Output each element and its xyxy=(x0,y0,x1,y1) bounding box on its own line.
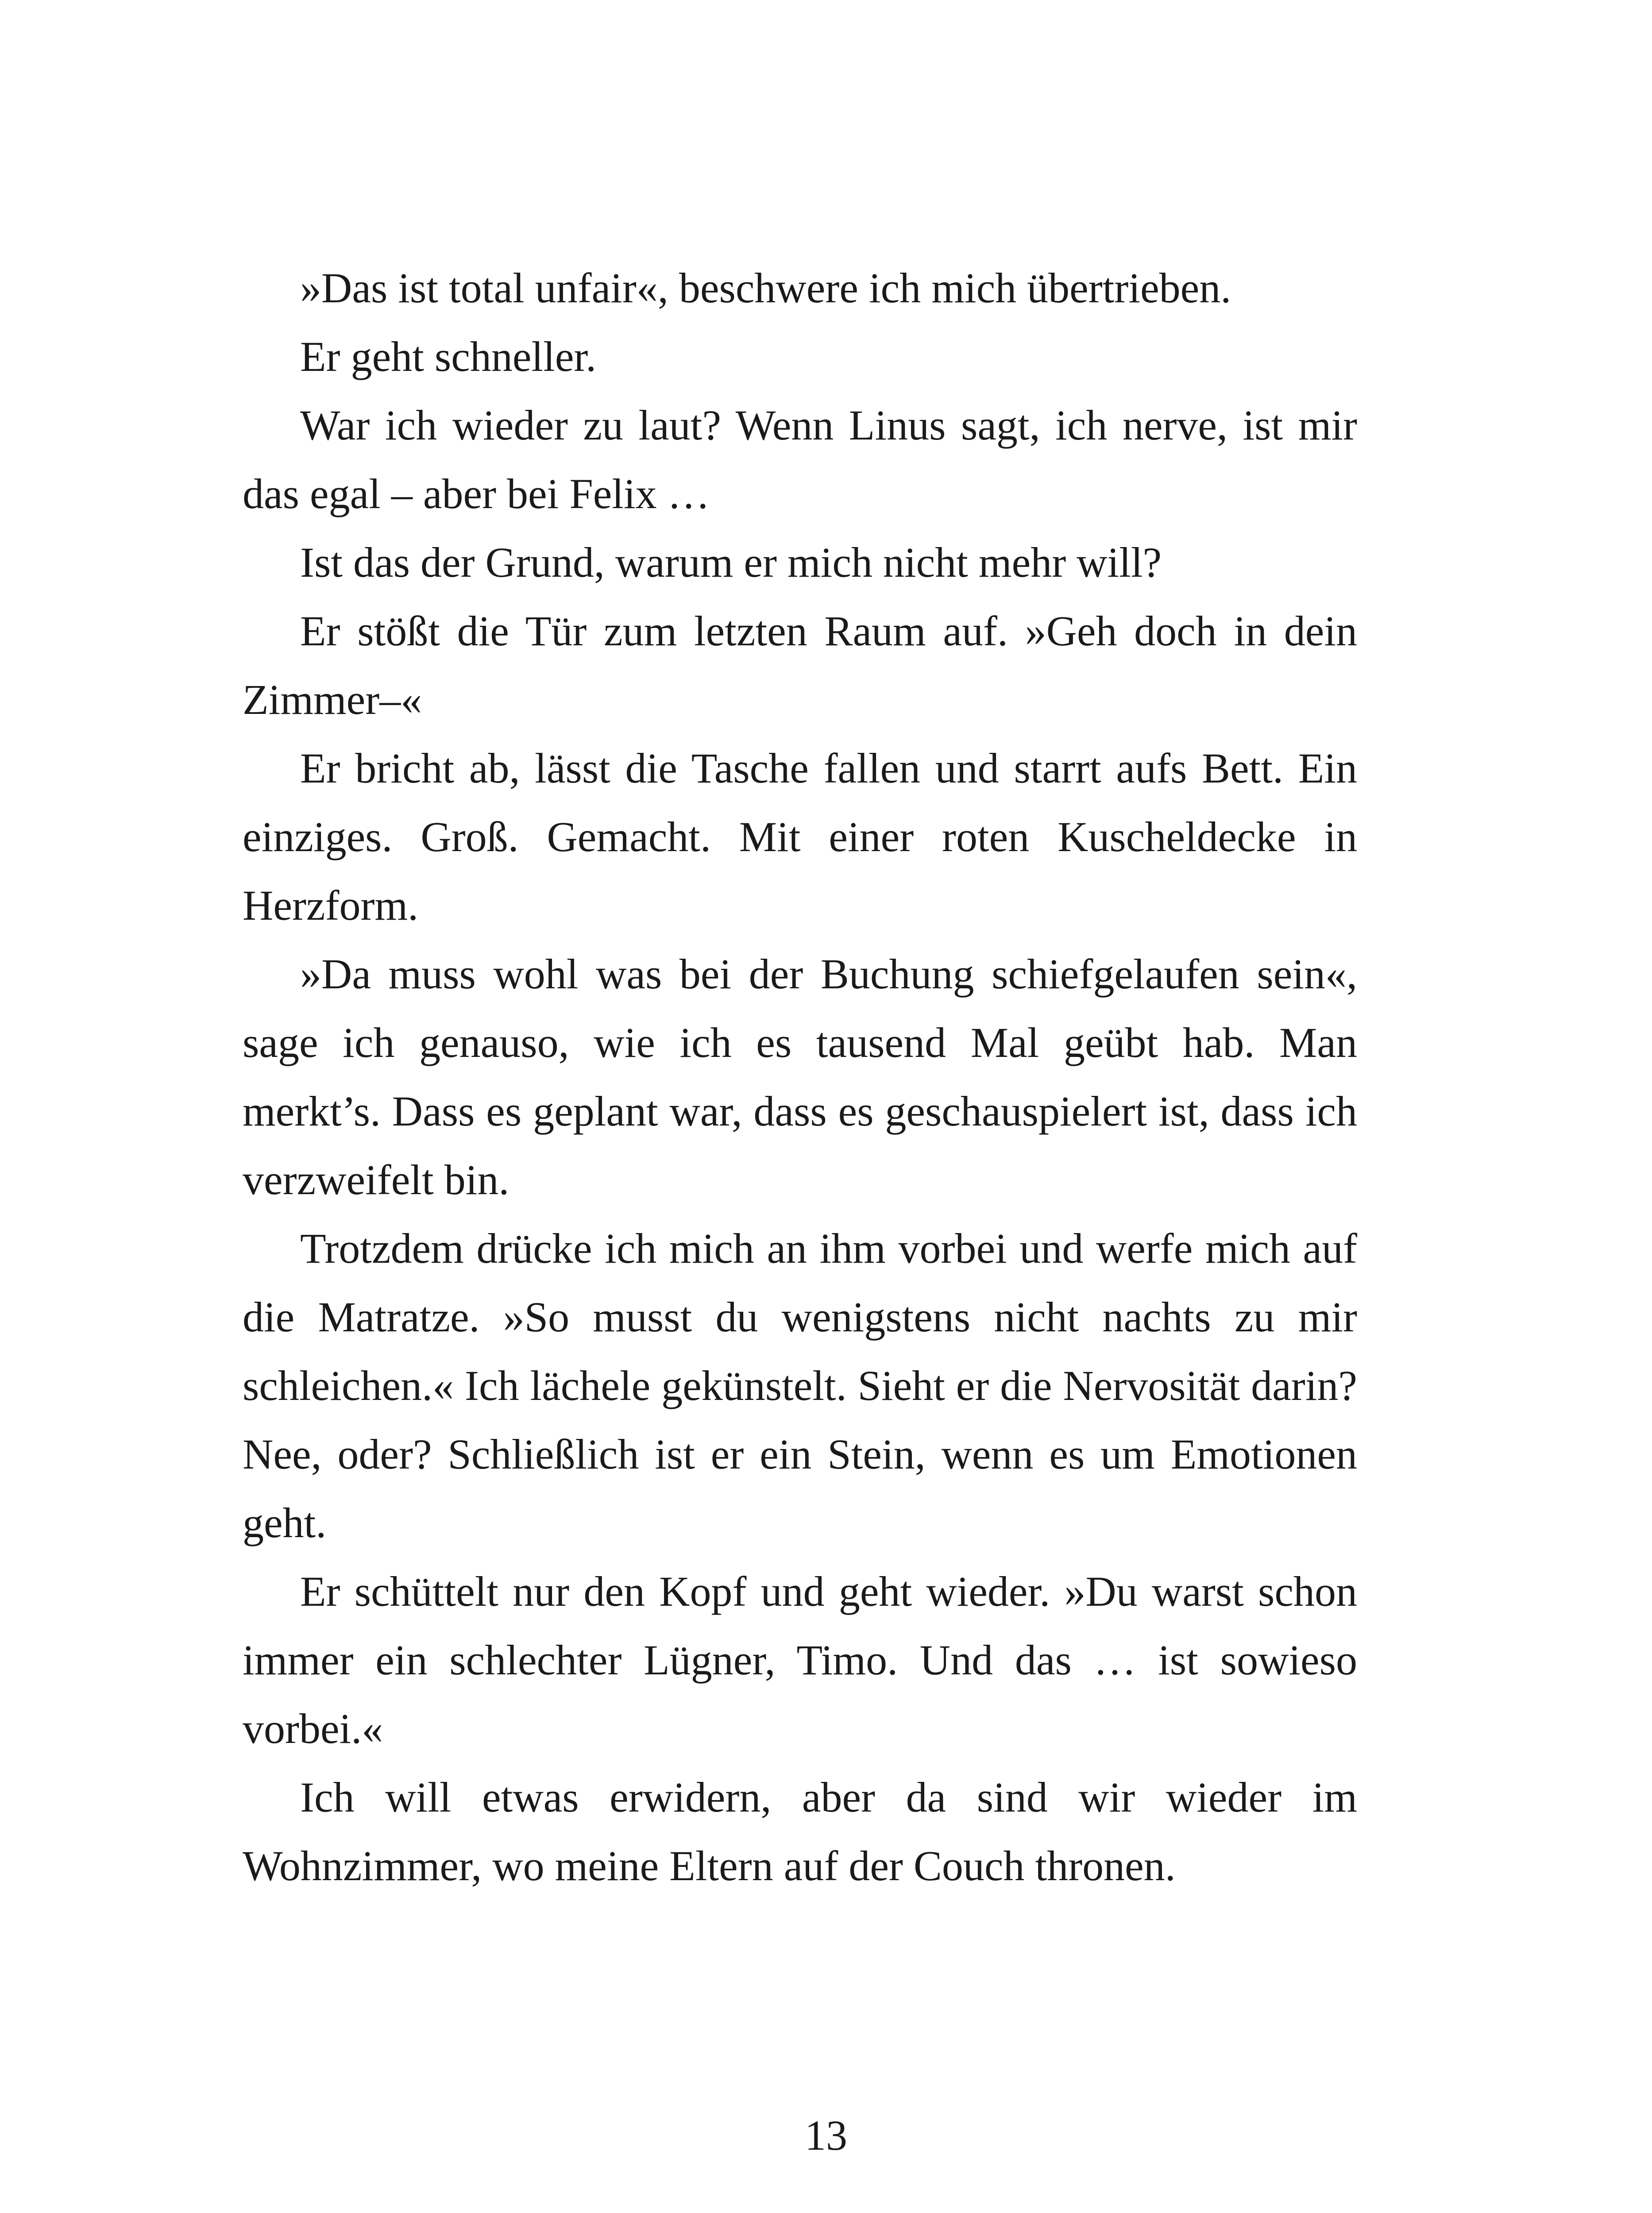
paragraph: Er geht schneller. xyxy=(300,333,597,380)
paragraph: Er bricht ab, lässt die Tasche fallen und starrt aufs Bett. Ein einziges. Groß. Gemacht. Mit einer roten Kuscheldecke in Herzform. xyxy=(243,744,1357,929)
paragraph: »Da muss wohl was bei der Buchung schiefgelaufen sein«, sage ich genauso, wie ich es tausend Mal geübt hab. Man merkt’s. Dass es geplant war, dass es geschauspielert ist, dass ich verzweifelt bin. xyxy=(243,950,1357,1203)
paragraph: Ich will etwas erwidern, aber da sind wir wieder im Wohnzimmer, wo meine Eltern auf der Couch thronen. xyxy=(243,1773,1357,1889)
paragraph: War ich wieder zu laut? Wenn Linus sagt, ich nerve, ist mir das egal – aber bei Felix … xyxy=(243,401,1357,517)
paragraph: »Das ist total unfair«, beschwere ich mich übertrieben. xyxy=(300,264,1231,312)
paragraph: Er schüttelt nur den Kopf und geht wieder. »Du warst schon immer ein schlechter Lügner, Timo. Und das … ist sowieso vorbei.« xyxy=(243,1568,1357,1752)
page-number: 13 xyxy=(805,2112,847,2159)
paragraph: Ist das der Grund, warum er mich nicht mehr will? xyxy=(300,539,1162,586)
body-text xyxy=(243,254,1357,1900)
paragraph: Er stößt die Tür zum letzten Raum auf. »Geh doch in dein Zimmer–« xyxy=(243,607,1357,723)
paragraph: Trotzdem drücke ich mich an ihm vorbei und werfe mich auf die Matratze. »So musst du wenigstens nicht nachts zu mir schleichen.« Ich lächele gekünstelt. Sieht er die Nervosität darin? Nee, oder? Schließlich ist er ein Stein, wenn es um Emotionen geht. xyxy=(243,1225,1357,1546)
